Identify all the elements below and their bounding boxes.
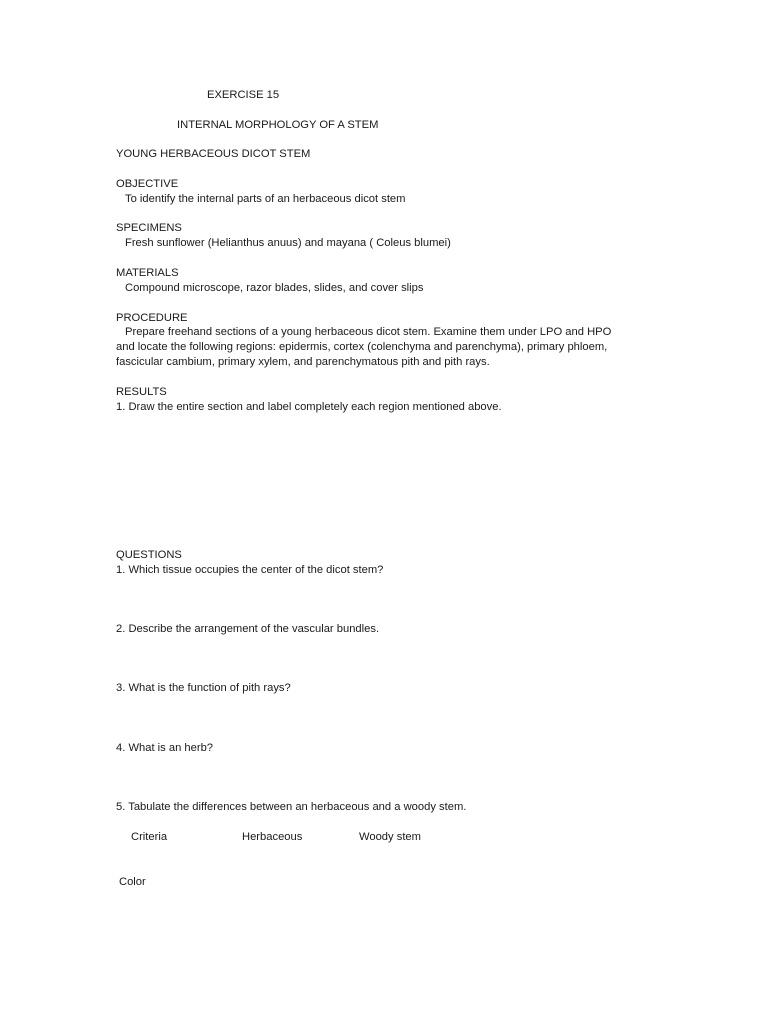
specimens-heading: SPECIMENS (116, 222, 182, 234)
table-header-herbaceous: Herbaceous (242, 831, 303, 843)
section-subtitle: YOUNG HERBACEOUS DICOT STEM (116, 148, 311, 160)
materials-heading: MATERIALS (116, 267, 179, 279)
exercise-title: INTERNAL MORPHOLOGY OF A STEM (177, 119, 379, 131)
procedure-line: and locate the following regions: epidermis, cortex (colenchyma and parenchyma), primary phloem, (116, 341, 608, 353)
objective-heading: OBJECTIVE (116, 178, 179, 190)
results-heading: RESULTS (116, 386, 167, 398)
procedure-line: Prepare freehand sections of a young herbaceous dicot stem. Examine them under LPO and HPO (125, 326, 612, 338)
procedure-line: fascicular cambium, primary xylem, and parenchymatous pith and pith rays. (116, 356, 490, 368)
materials-text: Compound microscope, razor blades, slides, and cover slips (125, 282, 424, 294)
table-header-woody-stem: Woody stem (359, 831, 421, 843)
question-item: 2. Describe the arrangement of the vascular bundles. (116, 623, 380, 635)
table-header-criteria: Criteria (131, 831, 168, 843)
question-item: 3. What is the function of pith rays? (116, 682, 291, 694)
question-item: 1. Which tissue occupies the center of the dicot stem? (116, 564, 384, 576)
table-row-label: Color (119, 876, 146, 888)
results-item: 1. Draw the entire section and label completely each region mentioned above. (116, 401, 502, 413)
exercise-number: EXERCISE 15 (207, 89, 280, 101)
procedure-heading: PROCEDURE (116, 312, 188, 324)
specimens-text: Fresh sunflower (Helianthus anuus) and mayana ( Coleus blumei) (125, 237, 451, 249)
questions-heading: QUESTIONS (116, 549, 182, 561)
objective-text: To identify the internal parts of an herbaceous dicot stem (125, 193, 406, 205)
question-item: 4. What is an herb? (116, 742, 214, 754)
question-item: 5. Tabulate the differences between an herbaceous and a woody stem. (116, 801, 467, 813)
